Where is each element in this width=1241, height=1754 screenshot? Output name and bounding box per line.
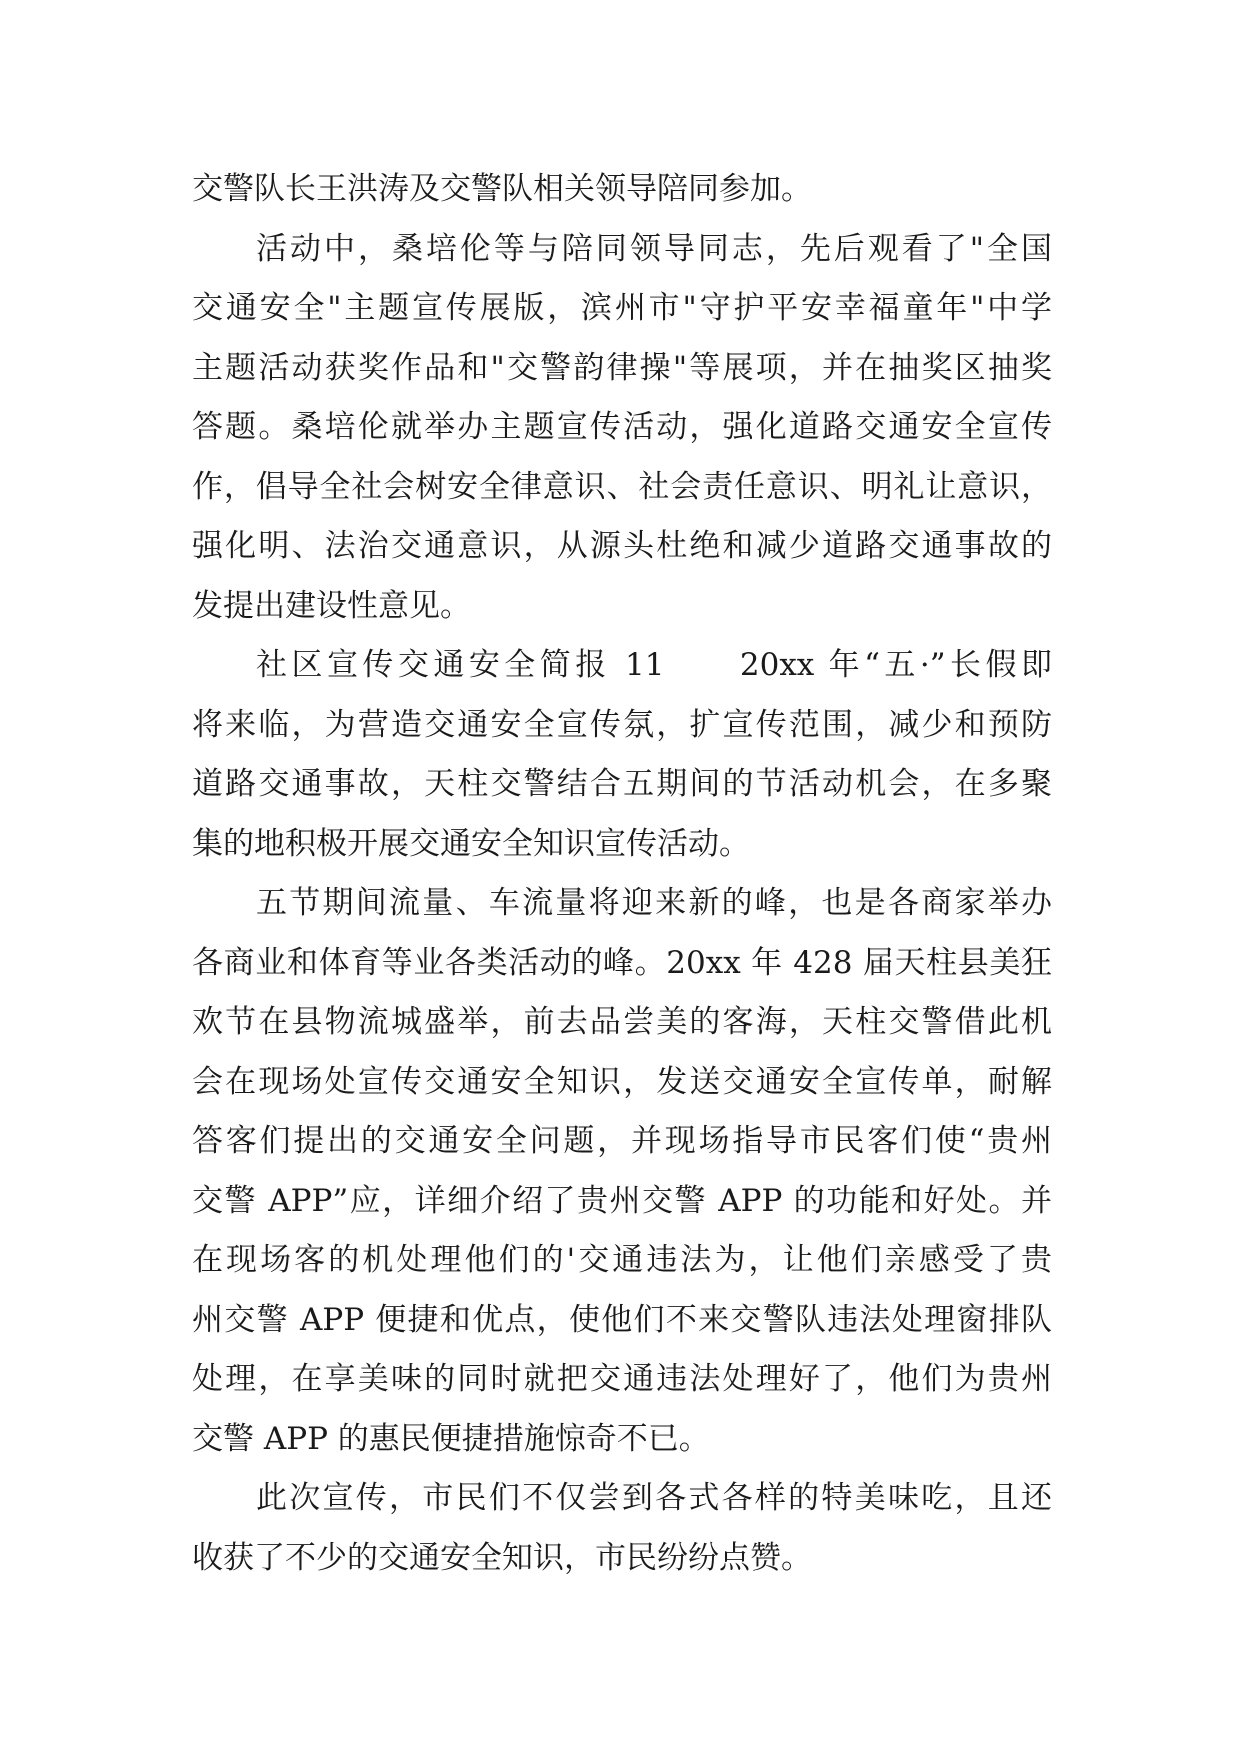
- text-line: 答客们提出的交通安全问题，并现场指导市民客们使“贵州: [192, 1123, 1052, 1159]
- text-line: 将来临，为营造交通安全宣传氛，扩宣传范围，减少和预防: [192, 706, 1052, 743]
- text-line: 社区宣传交通安全简报 11 20xx 年“五·”长假即: [256, 647, 1052, 683]
- text-line: 欢节在县物流城盛举，前去品尝美的客海，天柱交警借此机: [192, 1004, 1052, 1040]
- text-line: 处理，在享美味的同时就把交通违法处理好了，他们为贵州: [192, 1361, 1052, 1397]
- text-line: 收获了不少的交通安全知识，市民纷纷点赞。: [192, 1539, 812, 1576]
- text-line: 州交警 APP 便捷和优点，使他们不来交警队违法处理窗排队: [192, 1301, 1052, 1338]
- text-line: 在现场客的机处理他们的'交通违法为，让他们亲感受了贵: [192, 1242, 1052, 1278]
- text-line: 答题。桑培伦就举办主题宣传活动，强化道路交通安全宣传: [192, 409, 1052, 445]
- text-line: 会在现场处宣传交通安全知识，发送交通安全宣传单，耐解: [192, 1063, 1052, 1100]
- text-line: 发提出建设性意见。: [192, 587, 471, 624]
- text-line: 各商业和体育等业各类活动的峰。20xx 年 428 届天柱县美狂: [192, 944, 1052, 981]
- text-line: 活动中，桑培伦等与陪同领导同志，先后观看了"全国: [256, 230, 1052, 267]
- text-line: 交警 APP”应，详细介绍了贵州交警 APP 的功能和好处。并: [192, 1182, 1052, 1219]
- text-line: 强化明、法治交通意识，从源头杜绝和减少道路交通事故的: [192, 528, 1052, 564]
- text-line: 主题活动获奖作品和"交警韵律操"等展项，并在抽奖区抽奖: [192, 349, 1052, 386]
- text-line: 此次宣传，市民们不仅尝到各式各样的特美味吃，且还: [256, 1480, 1052, 1516]
- text-line: 交警队长王洪涛及交警队相关领导陪同参加。: [192, 171, 812, 207]
- body-text: [192, 160, 1052, 1588]
- text-line: 道路交通事故，天柱交警结合五期间的节活动机会，在多聚: [192, 766, 1052, 802]
- text-line: 五节期间流量、车流量将迎来新的峰，也是各商家举办: [256, 885, 1052, 921]
- text-line: 作，倡导全社会树安全律意识、社会责任意识、明礼让意识，: [192, 468, 1052, 505]
- text-line: 交通安全"主题宣传展版，滨州市"守护平安幸福童年"中学: [192, 290, 1052, 326]
- text-line: 交警 APP 的惠民便捷措施惊奇不已。: [192, 1420, 710, 1457]
- text-line: 集的地积极开展交通安全知识宣传活动。: [192, 825, 750, 862]
